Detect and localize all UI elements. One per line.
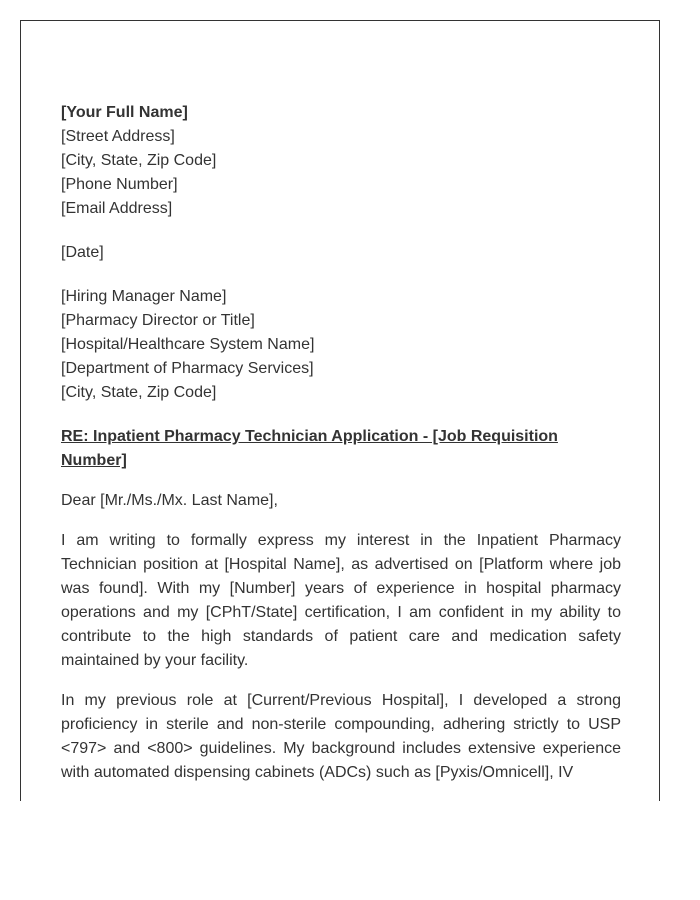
letter-content (61, 101, 621, 785)
recipient-hospital: [Hospital/Healthcare System Name] (61, 336, 315, 353)
salutation: Dear [Mr./Ms./Mx. Last Name], (61, 492, 278, 509)
body-paragraph-1: I am writing to formally express my interest in the Inpatient Pharmacy Technician position at [Hospital Name], as advertised on [Platform where job was found]. With my [Number] years of experience in hospital pharmacy operations and my [CPhT/State] certification, I am confident in my ability to contribute to the high standards of patient care and medication safety maintained by your facility. (61, 532, 621, 669)
date-block (61, 241, 621, 265)
sender-email: [Email Address] (61, 200, 173, 217)
letter-page (20, 20, 660, 801)
body-paragraph-2: In my previous role at [Current/Previous Hospital], I developed a strong proficiency in sterile and non-sterile compounding, adhering strictly to USP <797> and <800> guidelines. My background includes extensive experience with automated dispensing cabinets (ADCs) such as [Pyxis/Omnicell], IV (61, 692, 621, 781)
sender-block (61, 101, 621, 221)
recipient-hiring-manager: [Hiring Manager Name] (61, 288, 227, 305)
sender-street: [Street Address] (61, 128, 175, 145)
sender-name: [Your Full Name] (61, 104, 188, 121)
sender-city-state-zip: [City, State, Zip Code] (61, 152, 217, 169)
sender-phone: [Phone Number] (61, 176, 178, 193)
recipient-title: [Pharmacy Director or Title] (61, 312, 255, 329)
subject-line: RE: Inpatient Pharmacy Technician Application - [Job Requisition Number] (61, 428, 558, 469)
recipient-department: [Department of Pharmacy Services] (61, 360, 314, 377)
recipient-block (61, 285, 621, 405)
letter-date: [Date] (61, 244, 104, 261)
recipient-city-state-zip: [City, State, Zip Code] (61, 384, 217, 401)
